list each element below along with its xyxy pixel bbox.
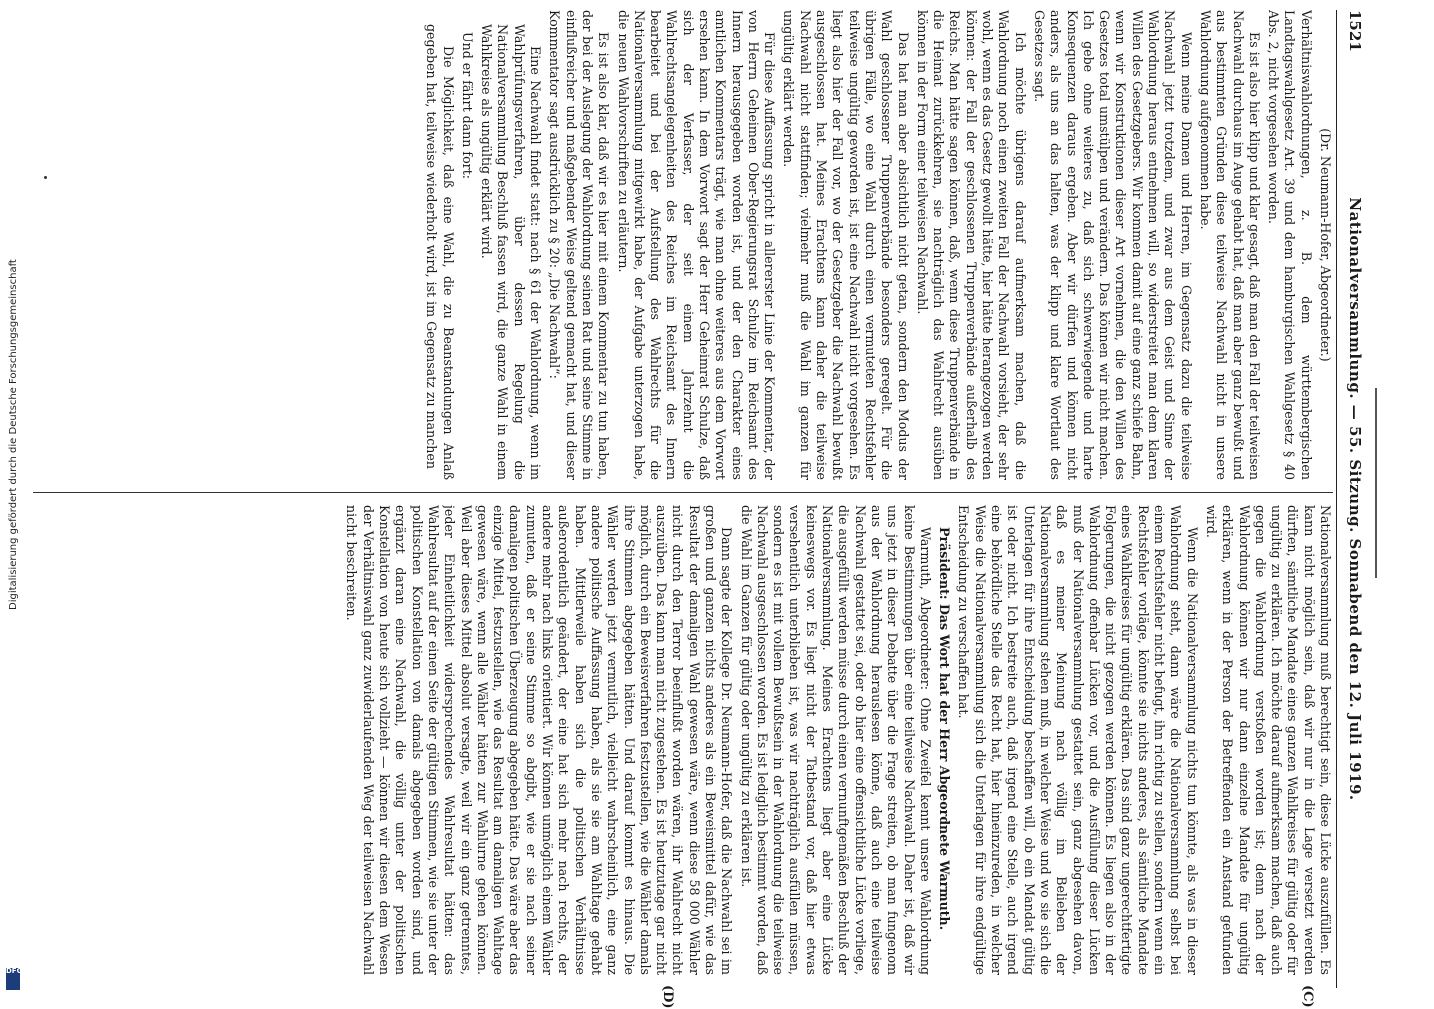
quotation: Eine Nachwahl findet statt: nach § 61 der Wahlordnung, wenn im Wahlprüfungsverfahren, über dessen Regelung die Nationalversammlung Beschluß fassen wird, die ganze Wahl in einem Wahlkreise als ungültig erklärt wird. bbox=[479, 24, 544, 480]
paragraph: Das hat man aber absichtlich nicht getan, sondern den Modus der Wahl geschlossener Truppenverbände besonders geregelt. Für die übrigen Fälle, wo eine Wahl durch einen vermuteten Rechtsfehler teilweise ungültig geworden ist, ist eine Nachwahl nicht vorgesehen. Es liegt also hier der Fall vor, wo der Gesetzgeber die Nachwahl bewußt ausgeschlossen hat. Meines Erachtens kann daher die teilweise Nachwahl nicht stattfinden; vielmehr muß die Wahl im ganzen für ungültig erklärt werden. bbox=[781, 10, 911, 480]
dfg-logo: DFG bbox=[6, 968, 20, 990]
page-header bbox=[1336, 10, 1367, 988]
column-divider bbox=[33, 492, 1333, 493]
paragraph: Es ist also klar, daß wir es hier mit einem Kommentar zu tun haben, der bei der Auslegung der Wahlordnung seinen Rat und seine Stimme in einflußreicher und maßgebender Weise geltend gemacht hat, und dieser Kommentator sagt ausdrücklich zu § 20: „Die Nachwahl“: bbox=[547, 10, 612, 480]
speech-opening: Warmuth, Abgeordneter: Ohne Zweifel kennt unsere Wahlordnung keine Bestimmungen über eine teilweise Nachwahl. Daher ist, daß wir uns jetzt in dieser Debatte über die Frage streiten, ob man fungenom aus der Wahlordnung herauslesen könne, daß auch eine teilweise Nachwahl gestattet sei, oder ob hier eine offensichtliche Lücke vorliege, die ausgefüllt werden müsse durch einen vernunftgemäßen Beschluß der Nationalversammlung. Meines Erachtens liegt aber eine Lücke keineswegs vor. Es liegt nicht der Tatbestand vor, daß hier etwas versehentlich unterblieben ist, was wir nachträglich ausfüllen müssen, sondern es ist mit vollem Bewußtsein in der Wahlordnung die teilweise Nachwahl ausgeschlossen worden. Es ist lediglich bestimmt worden, daß die Wahl im Ganzen für gültig oder ungültig zu erklären ist. bbox=[738, 505, 933, 975]
margin-mark-d: (D) bbox=[660, 985, 675, 1009]
paragraph: Verhältniswahlordnungen, z. B. dem württembergischen Landtagswahlgesetz Art. 39 und dem hamburgischen Wahlgesetz § 40 Abs. 2, nicht vorgesehen worden. bbox=[1266, 10, 1314, 480]
page-number: 1521 bbox=[1346, 10, 1364, 52]
paragraph: Ich möchte übrigens darauf aufmerksam machen, daß die Wahlordnung noch einen zweiten Fall der Nachwahl vorsieht, der sehr wohl, wenn es das Gesetz gewollt hätte, hier hätte herangezogen werden können: der Fall der geschlossenen Truppenverbände außerhalb des Reichs. Man hätte sagen können, daß, wenn diese Truppenverbände in die Heimat zurückkehren, sie nachträglich das Wahlrecht ausüben können in der Form einer teilweisen Nachwahl. bbox=[914, 10, 1028, 480]
left-column bbox=[33, 10, 1333, 480]
paragraph: Wenn die Nationalversammlung nichts tun könnte, als was in dieser Wahlordnung steht, dann wäre die Nationalversammlung selbst bei einem Rechtsfehler nicht befugt, ihn richtig zu stellen, sondern wenn ein Rechtsfehler vorläge, könnte sie nichts anderes, als sämtliche Mandate eines Wahlkreises für ungültig erklären. Das sind ganz ungerechtfertigte Folgerungen, die nicht gezogen werden können. Es liegen also in der Wahlordnung offenbar Lücken vor, und die Ausfüllung dieser Lücken muß der Nationalversammlung gestattet sein, ganz abgesehen davon, daß es meiner Meinung nach völlig im Belieben der Nationalversammlung stehen muß, in welcher Weise und wo sie sich die Unterlagen für ihre Entscheidung beschaffen will, ob ein Mandat gültig ist oder nicht. Ich bestreite auch, daß irgend eine Stelle, auch irgend eine behördliche Stelle das Recht hat, hier hineinzureden, in welcher Weise die Nationalversammlung sich die Unterlagen für ihre endgültige Entscheidung zu verschaffen hat. bbox=[956, 505, 1200, 975]
scan-speck bbox=[44, 176, 47, 179]
margin-mark-c: (C) bbox=[1300, 985, 1315, 1008]
paragraph: Für diese Auffassung spricht in allererster Linie der Kommentar, der von Herrn Geheimen Ober-Regierungsrat Schulze im Reichsamt des Innern herausgegeben worden ist, und der den Charakter eines amtlichen Kommentars trägt, wie man ohne weiteres aus dem Vorwort ersehen kann. In dem Vorwort sagt der Herr Geheimrat Schulze, daß sich der Verfasser, der seit einem Jahrzehnt die Wahlrechtsangelegenheiten des Reiches im Reichsamt des Innern bearbeitet und bei der Aufstellung des Wahlrechts für die Nationalversammlung mitgewirkt habe, der Aufgabe unterzogen habe, die neuen Wahlvorschriften zu erläutern. bbox=[615, 10, 778, 480]
speaker-attribution: (Dr. Neumann-Hofer, Abgeordneter.) bbox=[1318, 128, 1333, 362]
paragraph: Dann sagte der Kollege Dr. Neumann-Hofer, daß die Nachwahl sei im großen und ganzen nichts anderes als ein Beweismittel dafür, wie das Resultat der damaligen Wahl gewesen wäre, wenn diese 58 000 Wähler nicht durch den Terror beeinflußt worden wären, ihr Wahlrecht nicht auszuüben. Das kann man nicht zugestehen. Es ist heutzutage gar nicht möglich, durch ein Beweisverfahren festzustellen, wie die Wähler damals ihre Stimmen abgegeben hätten. Und darauf kommt es hinaus. Die Wähler werden jetzt vermutlich, vielleicht wahrscheinlich, eine ganz andere politische Auffassung haben, als sie sie am Wahltage gehabt haben. Mittlerweile haben sich die politischen Verhältnisse außerordentlich geändert, der eine hat sich mehr nach rechts, der andere mehr nach links orientiert. Wir können unmöglich einem Wähler zumuten, daß er seine Stimme so abgibt, wie er sie nach seiner damaligen politischen Überzeugung abgegeben hätte. Das wäre aber das einzige Mittel, festzustellen, wie das Resultat am damaligen Wahltage gewesen wäre, wenn alle Wähler hätten zur Wahlurne gehen können. Weil aber dieses Mittel absolut versagte, weil wir ein ganz getrenntes, jeder Einheitlichkeit widersprechendes Wahlresultat hätten: das Wahlresultat auf der einen Seite der gültigen Stimmen, wie sie unter der politischen Konstellation von damals abgegeben worden sind, und ergänzt daran eine Nachwahl, die völlig unter der politischen Konstellation von heute sich vollzieht — können wir diesen dem Wesen der Verhältniswahl ganz zuwiderlaufenden Weg der teilweisen Nachwahl nicht beschreiten. bbox=[344, 505, 735, 975]
right-column bbox=[33, 505, 1333, 975]
paragraph: Wenn meine Damen und Herren, im Gegensatz dazu die teilweise Nachwahl jetzt trotzdem, und zwar aus dem Geist und Sinne der Wahlordnung heraus entnehmen will, so widerstreitet man dem klaren Willen des Gesetzgebers. Wir kommen damit auf eine ganz schiefe Bahn, wenn wir Konstruktionen dieser Art vornehmen, die den Willen des Gesetzes total umstülpen und verändern. Das können wir nicht machen. Ich gebe ohne weiteres zu, daß sich schwerwiegende und harte Konsequenzen daraus ergeben. Aber wir dürfen und können nicht anders, als uns an das halten, was der klipp und klare Wortlaut des Gesetzes sagt. bbox=[1031, 10, 1194, 480]
digitization-credit: Digitalisierung gefördert durch die Deutsche Forschungsgemeinschaft bbox=[8, 259, 19, 610]
paragraph: Nationalversammlung muß berechtigt sein, diese Lücke auszufüllen. Es kann nicht möglich sein, daß wir nur in die Lage versetzt werden dürften, sämtliche Mandate eines ganzen Wahlkreises für gültig oder für ungültig zu erklären. Ich möchte darauf aufmerksam machen, daß auch gegen die Wahlordnung verstoßen worden ist; denn nach der Wahlordnung können wir nur dann einzelne Mandate für ungültig erklären, wenn in der Person der Betreffenden ein Anstand gefunden wird. bbox=[1203, 505, 1333, 975]
rotated-newspaper-page bbox=[15, 0, 1375, 1009]
running-title: Nationalversammlung. — 55. Sitzung. Sonnabend den 12. Juli 1919. bbox=[1346, 197, 1364, 801]
paragraph: Und er fährt dann fort: bbox=[459, 32, 475, 179]
scan-edge-mark bbox=[1375, 388, 1377, 578]
paragraph: Es ist also hier klipp und klar gesagt, daß man den Fall der teilweisen Nachwahl durchaus im Auge gehabt hat, daß man aber ganz bewußt und aus bestimmten Gründen diese teilweise Nachwahl nicht in unsere Wahlordnung aufgenommen habe. bbox=[1197, 10, 1262, 480]
president-remark: Präsident: Das Wort hat der Herr Abgeordnete Warmuth. bbox=[937, 527, 953, 931]
quotation: Die Möglichkeit, daß eine Wahl, die zu Beanstandungen Anlaß gegeben hat, teilweise wiederholt wird, ist im Gegensatz zu manchen bbox=[424, 24, 456, 480]
